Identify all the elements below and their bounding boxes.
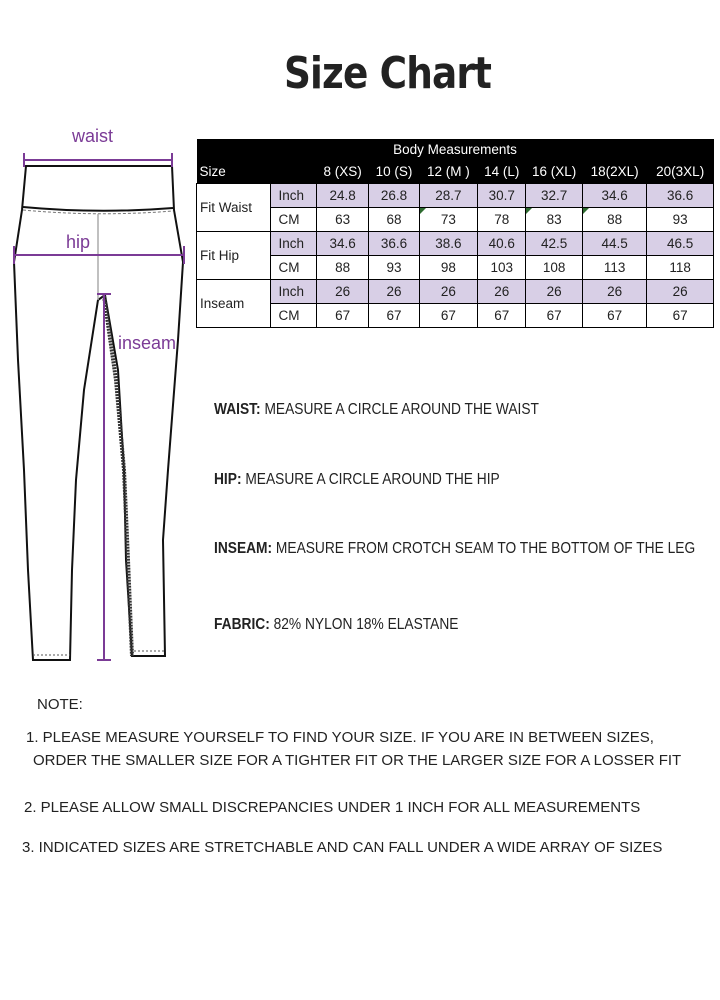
- table-cell: 63: [316, 208, 368, 232]
- unit-label: Inch: [270, 280, 316, 304]
- table-cell: 67: [316, 304, 368, 328]
- size-header: 8 (XS): [316, 160, 368, 184]
- table-cell: 88: [316, 256, 368, 280]
- desc-hip: HIP: MEASURE A CIRCLE AROUND THE HIP: [214, 471, 500, 488]
- size-header: 18(2XL): [582, 160, 646, 184]
- table-cell: 26: [582, 280, 646, 304]
- size-column-label: Size: [197, 160, 317, 184]
- table-cell: 67: [526, 304, 582, 328]
- table-cell: 103: [478, 256, 526, 280]
- unit-label: CM: [270, 256, 316, 280]
- cell-marker-icon: [583, 208, 589, 214]
- page-title: Size Chart: [283, 48, 492, 99]
- size-header: 16 (XL): [526, 160, 582, 184]
- table-cell: 46.5: [647, 232, 714, 256]
- table-cell: 34.6: [582, 184, 646, 208]
- unit-label: CM: [270, 208, 316, 232]
- size-header: 10 (S): [369, 160, 419, 184]
- note-1-line-1: 1. PLEASE MEASURE YOURSELF TO FIND YOUR SIZE. IF YOU ARE IN BETWEEN SIZES,: [26, 729, 654, 746]
- size-header: 12 (M ): [419, 160, 477, 184]
- table-cell: 30.7: [478, 184, 526, 208]
- size-header: 20(3XL): [647, 160, 714, 184]
- inseam-label: inseam: [118, 333, 177, 353]
- table-cell: 67: [369, 304, 419, 328]
- table-cell: 98: [419, 256, 477, 280]
- table-row: [197, 256, 714, 280]
- hip-label: hip: [66, 232, 91, 252]
- table-cell: 26: [316, 280, 368, 304]
- note-2: 2. PLEASE ALLOW SMALL DISCREPANCIES UNDER 1 INCH FOR ALL MEASUREMENTS: [24, 799, 641, 816]
- leggings-illustration: [0, 120, 200, 680]
- size-header: 14 (L): [478, 160, 526, 184]
- table-cell: 88: [582, 208, 646, 232]
- table-cell: 26: [647, 280, 714, 304]
- table-cell: 78: [478, 208, 526, 232]
- table-cell: 36.6: [647, 184, 714, 208]
- unit-label: Inch: [270, 184, 316, 208]
- table-cell: 93: [369, 256, 419, 280]
- desc-inseam: INSEAM: MEASURE FROM CROTCH SEAM TO THE BOTTOM OF THE LEG: [214, 540, 696, 557]
- unit-label: CM: [270, 304, 316, 328]
- table-header: Body Measurements: [197, 139, 714, 160]
- table-cell: 34.6: [316, 232, 368, 256]
- table-cell: 44.5: [582, 232, 646, 256]
- table-cell: 93: [647, 208, 714, 232]
- table-cell: 38.6: [419, 232, 477, 256]
- table-cell: 42.5: [526, 232, 582, 256]
- table-row: [197, 208, 714, 232]
- table-cell: 26: [526, 280, 582, 304]
- note-3: 3. INDICATED SIZES ARE STRETCHABLE AND CAN FALL UNDER A WIDE ARRAY OF SIZES: [22, 839, 663, 856]
- group-label-inseam: Inseam: [197, 280, 271, 328]
- table-row: [197, 232, 714, 256]
- table-cell: 36.6: [369, 232, 419, 256]
- note-1-line-2: ORDER THE SMALLER SIZE FOR A TIGHTER FIT OR THE LARGER SIZE FOR A LOSSER FIT: [33, 752, 682, 769]
- table-cell: 118: [647, 256, 714, 280]
- table-row: [197, 184, 714, 208]
- table-cell: 26: [419, 280, 477, 304]
- group-label-hip: Fit Hip: [197, 232, 271, 280]
- waist-label: waist: [72, 126, 114, 146]
- size-table: [196, 139, 714, 328]
- table-row: [197, 280, 714, 304]
- table-cell: 67: [419, 304, 477, 328]
- table-cell: 26.8: [369, 184, 419, 208]
- table-cell: 113: [582, 256, 646, 280]
- desc-fabric: FABRIC: 82% NYLON 18% ELASTANE: [214, 616, 459, 633]
- table-cell: 73: [419, 208, 477, 232]
- table-cell: 67: [478, 304, 526, 328]
- table-row: [197, 304, 714, 328]
- table-cell: 24.8: [316, 184, 368, 208]
- note-heading: NOTE:: [37, 696, 83, 713]
- table-cell: 26: [478, 280, 526, 304]
- table-cell: 83: [526, 208, 582, 232]
- cell-marker-icon: [420, 208, 426, 214]
- desc-waist: WAIST: MEASURE A CIRCLE AROUND THE WAIST: [214, 401, 539, 418]
- table-cell: 40.6: [478, 232, 526, 256]
- table-cell: 67: [582, 304, 646, 328]
- table-cell: 32.7: [526, 184, 582, 208]
- table-cell: 67: [647, 304, 714, 328]
- table-cell: 108: [526, 256, 582, 280]
- table-cell: 26: [369, 280, 419, 304]
- table-cell: 68: [369, 208, 419, 232]
- cell-marker-icon: [526, 208, 532, 214]
- group-label-waist: Fit Waist: [197, 184, 271, 232]
- table-cell: 28.7: [419, 184, 477, 208]
- unit-label: Inch: [270, 232, 316, 256]
